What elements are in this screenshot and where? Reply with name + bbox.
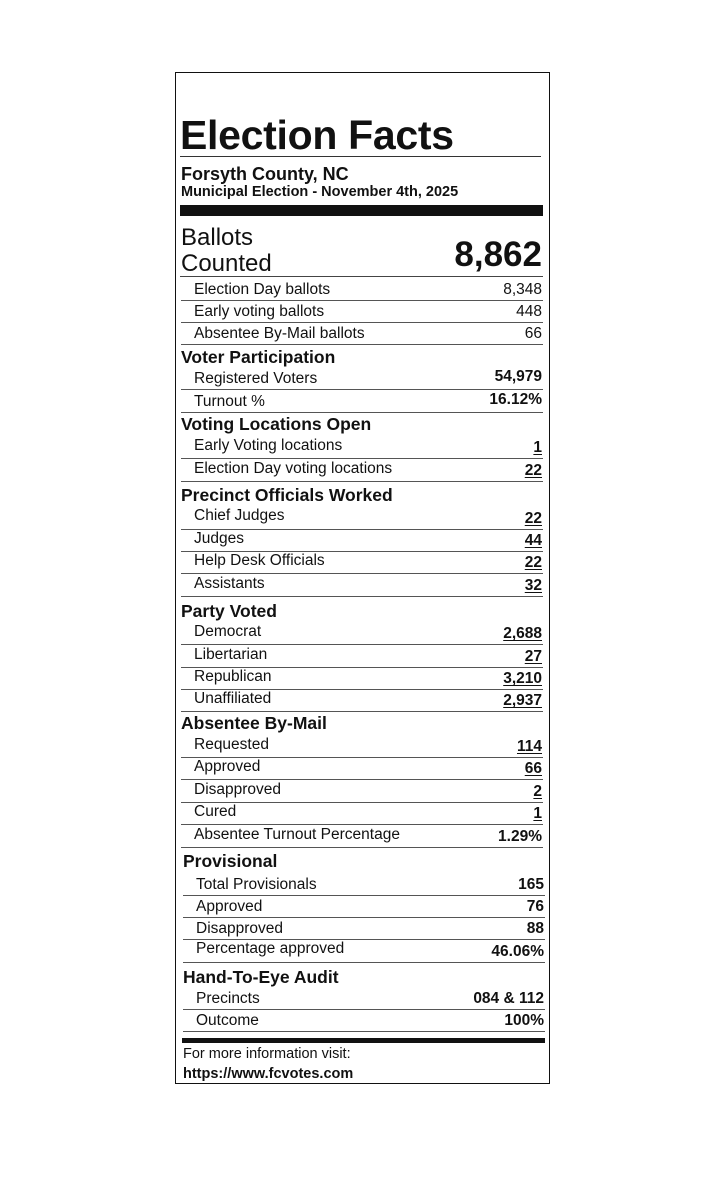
- fact-row-label: Judges: [194, 530, 244, 547]
- county-name: Forsyth County, NC: [181, 164, 349, 184]
- fact-row-label: Approved: [194, 758, 261, 775]
- fact-row: [181, 322, 543, 345]
- fact-row-value: 1.29%: [498, 828, 542, 845]
- fact-row-label: Chief Judges: [194, 507, 285, 524]
- fact-row: [183, 1009, 545, 1032]
- fact-row-value: 27: [524, 648, 542, 665]
- fact-row: [181, 645, 543, 668]
- fact-row-value: 2: [533, 783, 542, 800]
- fact-row-value: 8,348: [503, 281, 542, 298]
- fact-row: [181, 757, 543, 780]
- fact-row: [181, 300, 543, 323]
- fact-row: [181, 459, 543, 482]
- fact-row: [183, 917, 545, 940]
- fact-row-label: Turnout %: [194, 393, 265, 410]
- fact-row-value: 66: [524, 760, 542, 777]
- fact-row: [181, 574, 543, 597]
- fact-row-label: Republican: [194, 668, 272, 685]
- section-title-participation: Voter Participation: [181, 347, 336, 367]
- election-name: Municipal Election - November 4th, 2025: [181, 184, 459, 200]
- fact-row: [181, 802, 543, 825]
- fact-row-value: 1: [533, 439, 542, 456]
- ballots-label-line1: Ballots: [181, 224, 254, 251]
- fact-row: [181, 436, 543, 459]
- fact-row-value: 32: [524, 577, 542, 594]
- fact-row-label: Approved: [196, 898, 263, 915]
- fact-row-value: 084 & 112: [473, 990, 544, 1007]
- fact-row-value: 1: [533, 805, 542, 822]
- fact-row-label: Absentee By-Mail ballots: [194, 325, 365, 342]
- fact-row-value: 54,979: [494, 368, 542, 385]
- fact-row-label: Early voting ballots: [194, 303, 325, 320]
- fact-row-value: 100%: [504, 1012, 544, 1029]
- title-divider: [180, 156, 541, 157]
- fact-row: [181, 390, 543, 413]
- fact-row-label: Precincts: [196, 990, 260, 1007]
- fact-row-value: 448: [516, 303, 542, 320]
- fact-row-label: Democrat: [194, 623, 262, 640]
- fact-row: [183, 987, 545, 1010]
- fact-row: [183, 940, 545, 963]
- fact-row-value: 66: [524, 325, 542, 342]
- footer-website-link[interactable]: https://www.fcvotes.com: [183, 1066, 354, 1082]
- fact-row-label: Total Provisionals: [196, 876, 317, 893]
- section-title-locations: Voting Locations Open: [181, 414, 372, 434]
- fact-row: [181, 529, 543, 552]
- fact-row-label: Unaffiliated: [194, 690, 272, 707]
- fact-row-value: 2,688: [503, 625, 542, 642]
- footer-thick-divider: [182, 1038, 545, 1043]
- fact-row-label: Assistants: [194, 575, 265, 592]
- ballots-divider: [180, 276, 543, 277]
- section-title-officials: Precinct Officials Worked: [181, 485, 393, 505]
- fact-row: [181, 507, 543, 530]
- fact-row: [181, 667, 543, 690]
- fact-row-value: 44: [524, 532, 542, 549]
- fact-row-value: 88: [526, 920, 544, 937]
- fact-row-value: 114: [516, 738, 542, 755]
- fact-row-label: Percentage approved: [196, 940, 345, 957]
- fact-row-label: Libertarian: [194, 646, 268, 663]
- fact-row: [181, 735, 543, 758]
- fact-row: [181, 825, 543, 848]
- section-title-absentee: Absentee By-Mail: [181, 713, 327, 733]
- fact-row-label: Cured: [194, 803, 237, 820]
- section-title-party: Party Voted: [181, 601, 277, 621]
- section-title-audit: Hand-To-Eye Audit: [183, 967, 339, 987]
- fact-row: [181, 278, 543, 301]
- label-title: Election Facts: [180, 112, 454, 158]
- footer-info-text: For more information visit:: [183, 1046, 351, 1062]
- ballots-counted-value: 8,862: [454, 235, 542, 274]
- fact-row: [181, 551, 543, 574]
- fact-row-label: Election Day ballots: [194, 281, 331, 298]
- ballots-counted-label: [181, 225, 272, 277]
- fact-row-label: Absentee Turnout Percentage: [194, 826, 400, 843]
- fact-row: [181, 367, 543, 390]
- fact-row-label: Disapproved: [196, 920, 284, 937]
- fact-row-value: 16.12%: [489, 391, 542, 408]
- fact-row-label: Registered Voters: [194, 370, 318, 387]
- fact-row-value: 22: [524, 510, 542, 527]
- fact-row-value: 3,210: [503, 670, 542, 687]
- fact-row: [181, 689, 543, 712]
- fact-row: [181, 780, 543, 803]
- fact-row: [183, 895, 545, 918]
- fact-row-label: Help Desk Officials: [194, 552, 325, 569]
- fact-row: [183, 873, 545, 896]
- fact-row-label: Early Voting locations: [194, 437, 343, 454]
- section-title-provisional: Provisional: [183, 851, 278, 871]
- fact-row-value: 76: [526, 898, 544, 915]
- fact-row-value: 22: [524, 462, 542, 479]
- fact-row-value: 165: [518, 876, 544, 893]
- fact-row-value: 46.06%: [491, 943, 544, 960]
- fact-row-value: 22: [524, 554, 542, 571]
- fact-row: [181, 622, 543, 645]
- header-thick-divider: [180, 205, 543, 216]
- fact-row-label: Disapproved: [194, 781, 282, 798]
- fact-row-label: Outcome: [196, 1012, 259, 1029]
- fact-row-value: 2,937: [503, 692, 542, 709]
- ballots-label-line2: Counted: [181, 250, 272, 277]
- fact-row-label: Election Day voting locations: [194, 460, 393, 477]
- fact-row-label: Requested: [194, 736, 269, 753]
